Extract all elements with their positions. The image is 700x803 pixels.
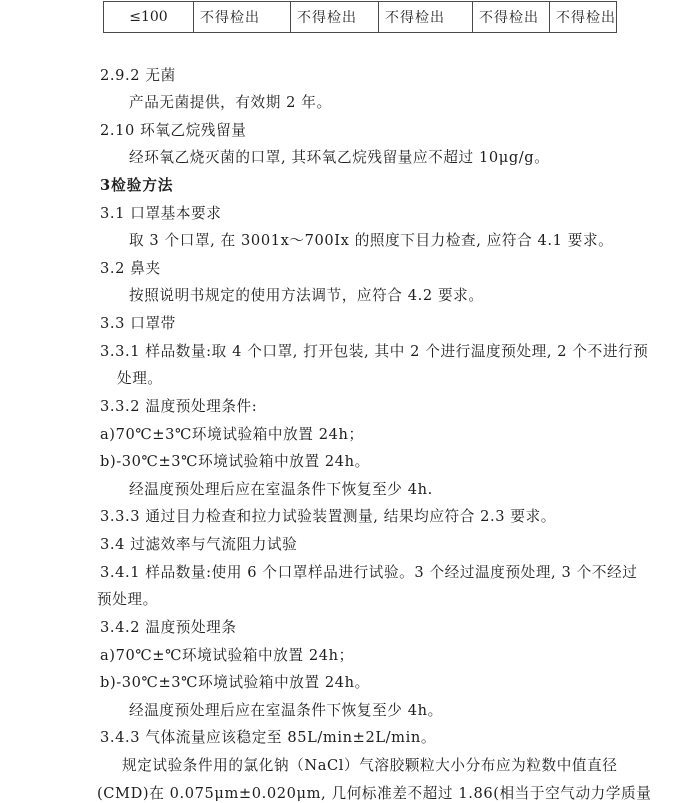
document-line: 预处理。 [97,591,158,609]
table-cell-limit: ≤100 [104,2,194,33]
document-line: 经温度预处理后应在室温条件下恢复至少 4h。 [129,701,443,719]
document-line: 按照说明书规定的使用方法调节，应符合 4.2 要求。 [129,287,484,305]
table-cell-result-1: 不得检出 [194,2,291,33]
document-line: 2.9.2 无菌 [100,66,176,84]
document-line: 3.2 鼻夹 [100,259,161,277]
document-line: 取 3 个口罩, 在 3001x～700Ix 的照度下目力检查, 应符合 4.1 要求。 [129,232,614,250]
table-cell-result-5: 不得检出 [550,2,617,33]
document-line: b)-30℃±3℃环境试验箱中放置 24h。 [100,453,370,471]
document-line: 3.4 过滤效率与气流阻力试验 [100,536,298,554]
document-line: 3.3.3 通过目力检查和拉力试验装置测量, 结果均应符合 2.3 要求。 [100,508,556,526]
document-line: 3检验方法 [100,176,174,194]
document-line: 规定试验条件用的氯化钠（NaCl）气溶胶颗粒大小分布应为粒数中值直径 [122,757,618,774]
document-line: 3.3.1 样品数量:取 4 个口罩, 打开包装, 其中 2 个进行温度预处理, 2 个不进行预 [100,342,649,360]
document-line: 经环氧乙烧灭菌的口罩, 其环氧乙烷残留量应不超过 10μg/g。 [129,149,550,167]
document-line: (CMD)在 0.075μm±0.020μm, 几何标准差不超过 1.86(相当于空气动力学质量 [97,784,652,802]
table-cell-result-2: 不得检出 [291,2,379,33]
document-line: 处理。 [117,370,163,388]
spec-table [103,1,617,33]
document-line: 3.3.2 温度预处理条件: [100,397,258,415]
document-line: b)-30℃±3℃环境试验箱中放置 24h。 [100,674,370,692]
document-line: 3.4.2 温度预处理条 [100,618,237,636]
document-line: 3.4.1 样品数量:使用 6 个口罩样品进行试验。3 个经过温度预处理, 3 个不经过 [100,563,638,581]
document-line: a)70℃±℃环境试验箱中放置 24h； [100,646,354,664]
table-cell-result-3: 不得检出 [379,2,473,33]
document-line: 3.1 口罩基本要求 [100,204,222,222]
table-cell-result-4: 不得检出 [473,2,550,33]
document-line: 经温度预处理后应在室温条件下恢复至少 4h. [129,480,433,498]
document-line: a)70℃±3℃环境试验箱中放置 24h； [100,425,364,443]
document-line: 产品无菌提供，有效期 2 年。 [129,94,332,112]
document-line: 3.3 口罩带 [100,315,176,333]
document-line: 3.4.3 气体流量应该稳定至 85L/min±2L/min。 [100,729,437,747]
table-row [104,2,617,33]
document-line: 2.10 环氧乙烷残留量 [100,121,247,139]
